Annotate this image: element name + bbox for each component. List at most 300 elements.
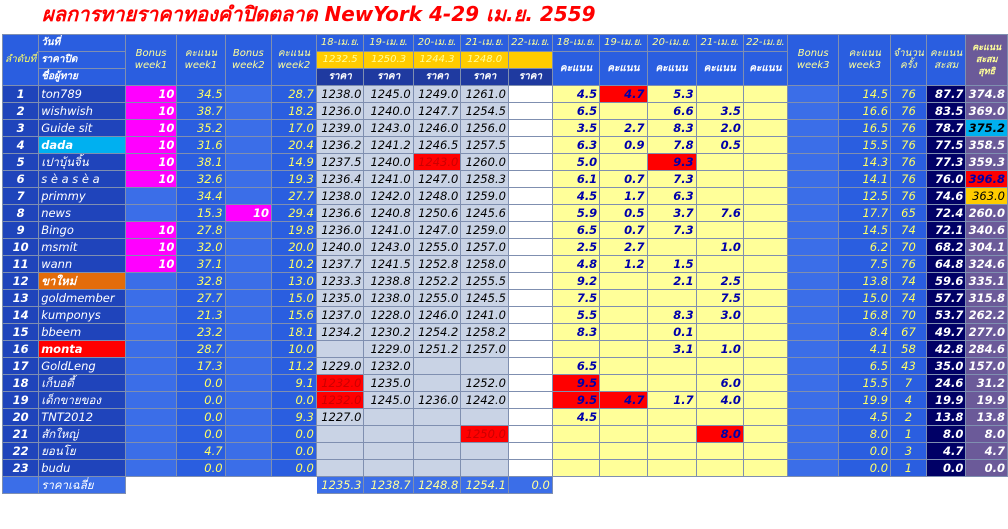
row-rank: 19 xyxy=(3,392,39,409)
day-score-1 xyxy=(552,460,599,477)
results-body xyxy=(3,86,1008,494)
row-rank: 11 xyxy=(3,256,39,273)
price-guess-2: 1240.8 xyxy=(364,205,413,222)
price-guess-3: 1247.7 xyxy=(413,103,461,120)
day-score-3 xyxy=(647,460,696,477)
table-row xyxy=(3,137,1008,154)
day-score-5 xyxy=(743,443,787,460)
score-week3: 16.6 xyxy=(839,103,891,120)
cumulative-score: 8.0 xyxy=(966,426,1008,443)
cumulative-score: 262.2 xyxy=(966,307,1008,324)
day-score-2 xyxy=(600,154,647,171)
price-guess-3: 1252.8 xyxy=(413,256,461,273)
score-week1: 0.0 xyxy=(177,426,225,443)
bonus-week2 xyxy=(225,324,271,341)
day-score-2 xyxy=(600,460,647,477)
price-guess-3: 1247.0 xyxy=(413,171,461,188)
score-week1: 0.0 xyxy=(177,409,225,426)
total-score: 64.8 xyxy=(926,256,966,273)
price-guess-2: 1228.0 xyxy=(364,307,413,324)
day-score-5 xyxy=(743,341,787,358)
score-week2: 20.0 xyxy=(272,239,317,256)
average-empty xyxy=(966,477,1008,494)
price-guess-1 xyxy=(316,426,364,443)
price-guess-1: 1239.0 xyxy=(316,120,364,137)
price-guess-3 xyxy=(413,426,461,443)
score-week1: 23.2 xyxy=(177,324,225,341)
score-week3: 16.8 xyxy=(839,307,891,324)
row-rank: 23 xyxy=(3,460,39,477)
guess-count: 1 xyxy=(891,426,927,443)
average-empty xyxy=(552,477,599,494)
score-week1: 27.7 xyxy=(177,290,225,307)
price-guess-3: 1254.2 xyxy=(413,324,461,341)
price-guess-2: 1232.0 xyxy=(364,358,413,375)
player-name: primmy xyxy=(39,188,126,205)
score-label-3: คะแนน xyxy=(647,52,696,86)
day-score-4: 3.5 xyxy=(696,103,743,120)
price-guess-4: 1242.0 xyxy=(461,392,509,409)
price-guess-4: 1245.5 xyxy=(461,290,509,307)
bonus-week1 xyxy=(125,375,177,392)
bonus-week3 xyxy=(787,460,839,477)
player-name: msmit xyxy=(39,239,126,256)
day-score-4: 8.0 xyxy=(696,426,743,443)
day-score-4: 4.0 xyxy=(696,392,743,409)
cumulative-score: 31.2 xyxy=(966,375,1008,392)
day-score-2 xyxy=(600,103,647,120)
price-guess-3: 1236.0 xyxy=(413,392,461,409)
score-week1: 32.0 xyxy=(177,239,225,256)
price-guess-3 xyxy=(413,375,461,392)
cumulative-score: 374.8 xyxy=(966,86,1008,103)
day-score-1: 2.5 xyxy=(552,239,599,256)
header-bonus-week2: Bonus week2 xyxy=(225,35,271,86)
cumulative-score: 13.8 xyxy=(966,409,1008,426)
table-row xyxy=(3,358,1008,375)
cumulative-score: 369.0 xyxy=(966,103,1008,120)
price-guess-1: 1236.4 xyxy=(316,171,364,188)
row-rank: 12 xyxy=(3,273,39,290)
total-score: 77.3 xyxy=(926,154,966,171)
bonus-week1: 10 xyxy=(125,239,177,256)
price-guess-3: 1243.0 xyxy=(413,154,461,171)
player-name: GoldLeng xyxy=(39,358,126,375)
day-score-5 xyxy=(743,324,787,341)
price-guess-5 xyxy=(508,341,552,358)
total-score: 76.0 xyxy=(926,171,966,188)
price-guess-5 xyxy=(508,154,552,171)
price-guess-2: 1242.0 xyxy=(364,188,413,205)
header-score-week1: คะแนน week1 xyxy=(177,35,225,86)
price-guess-5 xyxy=(508,239,552,256)
score-week2: 20.4 xyxy=(272,137,317,154)
row-rank: 14 xyxy=(3,307,39,324)
price-guess-3 xyxy=(413,358,461,375)
score-week2: 17.0 xyxy=(272,120,317,137)
score-week1: 31.6 xyxy=(177,137,225,154)
table-row xyxy=(3,426,1008,443)
bonus-week1 xyxy=(125,273,177,290)
score-week1: 28.7 xyxy=(177,341,225,358)
average-empty xyxy=(225,477,271,494)
score-week2: 9.3 xyxy=(272,409,317,426)
day-score-1: 4.5 xyxy=(552,188,599,205)
price-guess-1 xyxy=(316,443,364,460)
average-empty xyxy=(743,477,787,494)
cumulative-score: 284.6 xyxy=(966,341,1008,358)
total-score: 83.5 xyxy=(926,103,966,120)
bonus-week3 xyxy=(787,103,839,120)
cumulative-score: 375.2 xyxy=(966,120,1008,137)
cumulative-score: 157.0 xyxy=(966,358,1008,375)
price-guess-5 xyxy=(508,137,552,154)
average-empty xyxy=(647,477,696,494)
guess-count: 74 xyxy=(891,290,927,307)
day-score-1: 5.9 xyxy=(552,205,599,222)
row-rank: 21 xyxy=(3,426,39,443)
score-week2: 14.9 xyxy=(272,154,317,171)
score-week3: 8.0 xyxy=(839,426,891,443)
header-score-date-1: 18-เม.ย. xyxy=(552,35,599,52)
price-guess-2: 1235.0 xyxy=(364,375,413,392)
price-guess-1: 1240.0 xyxy=(316,239,364,256)
price-guess-1: 1237.7 xyxy=(316,256,364,273)
bonus-week2 xyxy=(225,426,271,443)
guess-count: 74 xyxy=(891,222,927,239)
price-guess-1: 1238.0 xyxy=(316,86,364,103)
bonus-week3 xyxy=(787,137,839,154)
price-label-3: ราคา xyxy=(413,69,461,86)
score-week2: 11.2 xyxy=(272,358,317,375)
player-name: budu xyxy=(39,460,126,477)
bonus-week2 xyxy=(225,307,271,324)
player-name: goldmember xyxy=(39,290,126,307)
bonus-week1 xyxy=(125,443,177,460)
day-score-5 xyxy=(743,460,787,477)
average-empty xyxy=(787,477,839,494)
player-name: news xyxy=(39,205,126,222)
bonus-week2 xyxy=(225,171,271,188)
player-name: ton789 xyxy=(39,86,126,103)
day-score-4 xyxy=(696,188,743,205)
day-score-5 xyxy=(743,290,787,307)
total-score: 72.1 xyxy=(926,222,966,239)
table-row xyxy=(3,171,1008,188)
price-guess-2: 1245.0 xyxy=(364,86,413,103)
score-label-4: คะแนน xyxy=(696,52,743,86)
player-name: bbeem xyxy=(39,324,126,341)
score-week3: 17.7 xyxy=(839,205,891,222)
day-score-5 xyxy=(743,358,787,375)
price-guess-2: 1241.0 xyxy=(364,222,413,239)
bonus-week1 xyxy=(125,426,177,443)
price-guess-3: 1250.6 xyxy=(413,205,461,222)
price-guess-5 xyxy=(508,171,552,188)
average-price-3: 1248.8 xyxy=(413,477,461,494)
day-score-5 xyxy=(743,120,787,137)
price-guess-4: 1258.0 xyxy=(461,256,509,273)
price-guess-4: 1257.5 xyxy=(461,137,509,154)
day-score-1: 3.5 xyxy=(552,120,599,137)
cumulative-score: 363.0 xyxy=(966,188,1008,205)
price-guess-4: 1259.0 xyxy=(461,188,509,205)
day-score-4 xyxy=(696,256,743,273)
bonus-week3 xyxy=(787,205,839,222)
header-bonus-week1: Bonus week1 xyxy=(125,35,177,86)
player-name: ยอนโย xyxy=(39,443,126,460)
price-guess-4: 1254.5 xyxy=(461,103,509,120)
player-name: สักใหญ่ xyxy=(39,426,126,443)
guess-count: 74 xyxy=(891,273,927,290)
price-guess-3: 1252.2 xyxy=(413,273,461,290)
cumulative-score: 0.0 xyxy=(966,460,1008,477)
bonus-week1 xyxy=(125,358,177,375)
day-score-5 xyxy=(743,222,787,239)
cumulative-score: 358.5 xyxy=(966,137,1008,154)
table-row xyxy=(3,307,1008,324)
price-guess-5 xyxy=(508,103,552,120)
score-week1: 34.5 xyxy=(177,86,225,103)
score-week1: 35.2 xyxy=(177,120,225,137)
player-name: เก็บอดี้ xyxy=(39,375,126,392)
score-week3: 12.5 xyxy=(839,188,891,205)
price-guess-1: 1236.0 xyxy=(316,222,364,239)
player-name: wann xyxy=(39,256,126,273)
guess-count: 7 xyxy=(891,375,927,392)
price-guess-4 xyxy=(461,443,509,460)
table-row xyxy=(3,103,1008,120)
day-score-2 xyxy=(600,443,647,460)
table-row xyxy=(3,273,1008,290)
bonus-week2 xyxy=(225,188,271,205)
score-week2: 15.6 xyxy=(272,307,317,324)
day-score-2: 4.7 xyxy=(600,392,647,409)
price-guess-1: 1233.3 xyxy=(316,273,364,290)
price-guess-2 xyxy=(364,443,413,460)
price-guess-2: 1238.8 xyxy=(364,273,413,290)
price-guess-3: 1248.0 xyxy=(413,188,461,205)
bonus-week3 xyxy=(787,222,839,239)
score-week2: 10.0 xyxy=(272,341,317,358)
day-score-2 xyxy=(600,273,647,290)
guess-count: 58 xyxy=(891,341,927,358)
day-score-1: 6.3 xyxy=(552,137,599,154)
row-rank: 20 xyxy=(3,409,39,426)
price-guess-4: 1245.6 xyxy=(461,205,509,222)
day-score-3: 9.3 xyxy=(647,154,696,171)
score-week1: 37.1 xyxy=(177,256,225,273)
day-score-5 xyxy=(743,239,787,256)
average-empty xyxy=(177,477,225,494)
table-row xyxy=(3,256,1008,273)
day-score-3: 6.6 xyxy=(647,103,696,120)
cumulative-score: 19.9 xyxy=(966,392,1008,409)
price-guess-4: 1241.0 xyxy=(461,307,509,324)
average-price-4: 1254.1 xyxy=(461,477,509,494)
day-score-1: 9.2 xyxy=(552,273,599,290)
day-score-4: 7.5 xyxy=(696,290,743,307)
row-rank: 8 xyxy=(3,205,39,222)
score-week3: 14.5 xyxy=(839,222,891,239)
day-score-3 xyxy=(647,409,696,426)
day-score-2 xyxy=(600,426,647,443)
day-score-2 xyxy=(600,341,647,358)
price-guess-5 xyxy=(508,86,552,103)
price-guess-2: 1241.5 xyxy=(364,256,413,273)
table-row xyxy=(3,460,1008,477)
player-name: เด็กขายของ xyxy=(39,392,126,409)
total-score: 53.7 xyxy=(926,307,966,324)
price-guess-5 xyxy=(508,392,552,409)
day-score-3: 6.3 xyxy=(647,188,696,205)
price-guess-4: 1260.0 xyxy=(461,154,509,171)
price-guess-2: 1243.0 xyxy=(364,239,413,256)
price-guess-5 xyxy=(508,188,552,205)
bonus-week1: 10 xyxy=(125,103,177,120)
price-guess-4: 1255.5 xyxy=(461,273,509,290)
price-guess-4: 1257.0 xyxy=(461,239,509,256)
day-score-5 xyxy=(743,103,787,120)
price-guess-4 xyxy=(461,358,509,375)
total-score: 4.7 xyxy=(926,443,966,460)
price-guess-1: 1236.6 xyxy=(316,205,364,222)
day-score-5 xyxy=(743,256,787,273)
day-score-3 xyxy=(647,443,696,460)
day-score-3: 7.8 xyxy=(647,137,696,154)
day-score-2: 0.7 xyxy=(600,171,647,188)
bonus-week3 xyxy=(787,154,839,171)
day-score-2: 1.7 xyxy=(600,188,647,205)
header-date-1: 18-เม.ย. xyxy=(316,35,364,52)
header-date-3: 20-เม.ย. xyxy=(413,35,461,52)
bonus-week2 xyxy=(225,120,271,137)
total-score: 74.6 xyxy=(926,188,966,205)
day-score-1: 6.5 xyxy=(552,358,599,375)
average-empty xyxy=(891,477,927,494)
bonus-week1 xyxy=(125,341,177,358)
day-score-2: 2.7 xyxy=(600,120,647,137)
day-score-4: 6.0 xyxy=(696,375,743,392)
cumulative-score: 260.0 xyxy=(966,205,1008,222)
price-guess-3 xyxy=(413,443,461,460)
score-week2: 18.1 xyxy=(272,324,317,341)
score-week1: 0.0 xyxy=(177,460,225,477)
bonus-week3 xyxy=(787,239,839,256)
guess-count: 76 xyxy=(891,103,927,120)
price-guess-2 xyxy=(364,409,413,426)
day-score-4 xyxy=(696,154,743,171)
day-score-5 xyxy=(743,205,787,222)
price-guess-5 xyxy=(508,443,552,460)
day-score-4 xyxy=(696,86,743,103)
header-date-4: 21-เม.ย. xyxy=(461,35,509,52)
score-week3: 15.5 xyxy=(839,375,891,392)
bonus-week2 xyxy=(225,103,271,120)
player-name: ขาใหม่ xyxy=(39,273,126,290)
bonus-week2 xyxy=(225,392,271,409)
total-score: 49.7 xyxy=(926,324,966,341)
day-score-5 xyxy=(743,375,787,392)
header-score-week3: คะแนน week3 xyxy=(839,35,891,86)
price-guess-5 xyxy=(508,358,552,375)
player-name: monta xyxy=(39,341,126,358)
price-guess-3: 1249.0 xyxy=(413,86,461,103)
bonus-week3 xyxy=(787,443,839,460)
day-score-2 xyxy=(600,307,647,324)
table-row xyxy=(3,86,1008,103)
day-score-4 xyxy=(696,222,743,239)
average-label: ราคาเฉลี่ย xyxy=(39,477,126,494)
cumulative-score: 324.6 xyxy=(966,256,1008,273)
guess-count: 76 xyxy=(891,137,927,154)
day-score-1 xyxy=(552,426,599,443)
price-guess-4: 1257.0 xyxy=(461,341,509,358)
price-guess-2: 1240.0 xyxy=(364,103,413,120)
total-score: 8.0 xyxy=(926,426,966,443)
price-guess-1 xyxy=(316,460,364,477)
price-guess-5 xyxy=(508,205,552,222)
score-label-1: คะแนน xyxy=(552,52,599,86)
score-week1: 27.8 xyxy=(177,222,225,239)
score-week3: 14.5 xyxy=(839,86,891,103)
price-guess-3: 1255.0 xyxy=(413,290,461,307)
cumulative-score: 340.6 xyxy=(966,222,1008,239)
total-score: 78.7 xyxy=(926,120,966,137)
price-label-4: ราคา xyxy=(461,69,509,86)
price-guess-3: 1247.0 xyxy=(413,222,461,239)
score-week2: 0.0 xyxy=(272,460,317,477)
day-score-2: 1.2 xyxy=(600,256,647,273)
price-guess-5 xyxy=(508,307,552,324)
price-guess-3 xyxy=(413,409,461,426)
price-guess-5 xyxy=(508,256,552,273)
average-empty xyxy=(839,477,891,494)
row-rank: 22 xyxy=(3,443,39,460)
score-week3: 8.4 xyxy=(839,324,891,341)
bonus-week1 xyxy=(125,307,177,324)
average-price-2: 1238.7 xyxy=(364,477,413,494)
price-guess-2: 1240.0 xyxy=(364,154,413,171)
score-label-2: คะแนน xyxy=(600,52,647,86)
header-cum-best: คะแนนสะสมสุทธิ xyxy=(966,35,1008,86)
cumulative-score: 277.0 xyxy=(966,324,1008,341)
day-score-4: 1.0 xyxy=(696,239,743,256)
bonus-week3 xyxy=(787,358,839,375)
day-score-5 xyxy=(743,137,787,154)
bonus-week3 xyxy=(787,324,839,341)
price-guess-5 xyxy=(508,375,552,392)
row-rank: 1 xyxy=(3,86,39,103)
header-count: จำนวนครั้ง xyxy=(891,35,927,86)
row-rank: 6 xyxy=(3,171,39,188)
day-score-3: 1.7 xyxy=(647,392,696,409)
day-score-4 xyxy=(696,358,743,375)
score-week3: 4.1 xyxy=(839,341,891,358)
bonus-week3 xyxy=(787,341,839,358)
total-score: 35.0 xyxy=(926,358,966,375)
price-guess-5 xyxy=(508,222,552,239)
price-guess-2 xyxy=(364,426,413,443)
bonus-week1: 10 xyxy=(125,154,177,171)
day-score-1: 4.8 xyxy=(552,256,599,273)
bonus-week1 xyxy=(125,460,177,477)
price-guess-4: 1259.0 xyxy=(461,222,509,239)
day-score-5 xyxy=(743,426,787,443)
day-score-1: 5.5 xyxy=(552,307,599,324)
guess-count: 76 xyxy=(891,171,927,188)
close-3: 1244.3 xyxy=(413,52,461,69)
